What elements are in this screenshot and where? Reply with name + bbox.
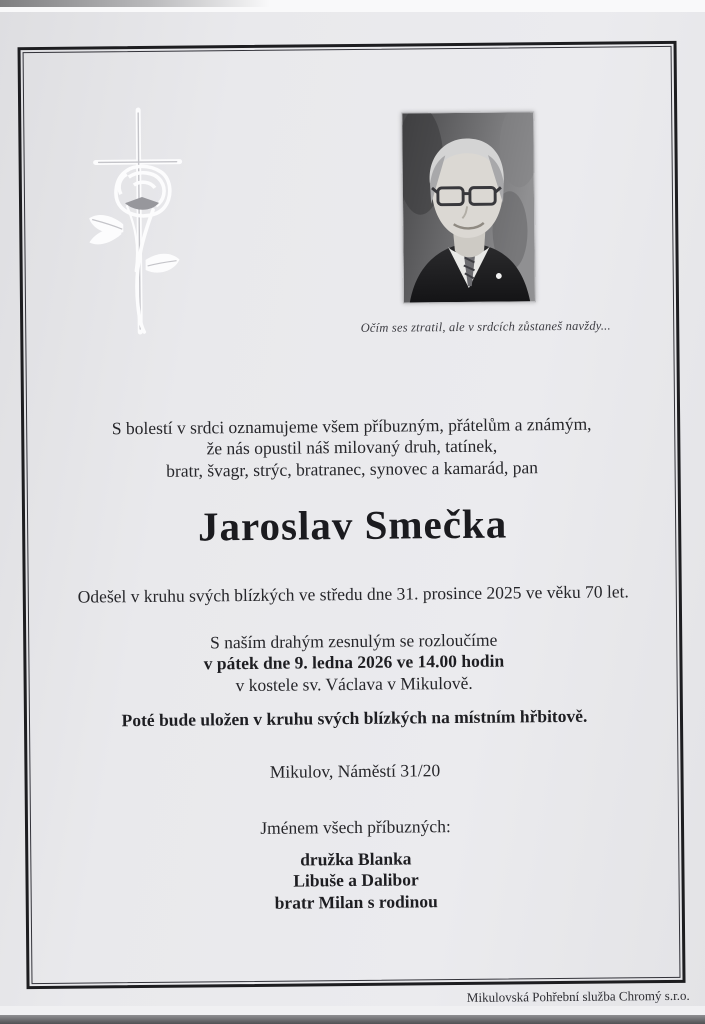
farewell-intro: S naším drahým zesnulým se rozloučíme (210, 629, 498, 653)
announcement-line-1: S bolestí v srdci oznamujeme všem příbuzným, přátelům a známým, (111, 413, 592, 439)
funeral-home-credit: Mikulovská Pohřební služba Chromý s.r.o. (466, 987, 690, 1005)
scanner-smudge (0, 0, 270, 7)
farewell-datetime: v pátek dne 9. ledna 2026 ve 14.00 hodin (203, 650, 505, 674)
burial-info: Poté bude uložen v kruhu svých blízkých na místním hřbitově. (121, 705, 588, 731)
scanner-edge-bottom (0, 1015, 705, 1024)
family-name-3: bratr Milan s rodinou (274, 891, 438, 913)
deceased-name: Jaroslav Smečka (197, 500, 508, 550)
scanner-edge-bottom-light (0, 1006, 705, 1015)
memorial-quote: Očím ses ztratil, ale v srdcích zůstaneš navždy... (360, 318, 611, 335)
family-name-1: družka Blanka (300, 848, 412, 870)
passing-info: Odešel v kruhu svých blízkých ve středu dne 31. prosince 2025 ve věku 70 let. (77, 581, 629, 607)
farewell-location: v kostele sv. Václava v Mikulově. (235, 672, 473, 696)
portrait-photo (401, 111, 536, 303)
family-heading: Jménem všech příbuzných: (260, 816, 451, 838)
announcement-line-3: bratr, švagr, strýc, bratranec, synovec a kamarád, pan (166, 457, 539, 481)
family-name-2: Libuše a Dalibor (293, 869, 419, 891)
announcement-line-2: že nás opustil náš milovaný druh, tatínek, (206, 435, 498, 459)
cross-rose-icon (86, 105, 188, 338)
address-line: Mikulov, Náměstí 31/20 (269, 760, 441, 782)
